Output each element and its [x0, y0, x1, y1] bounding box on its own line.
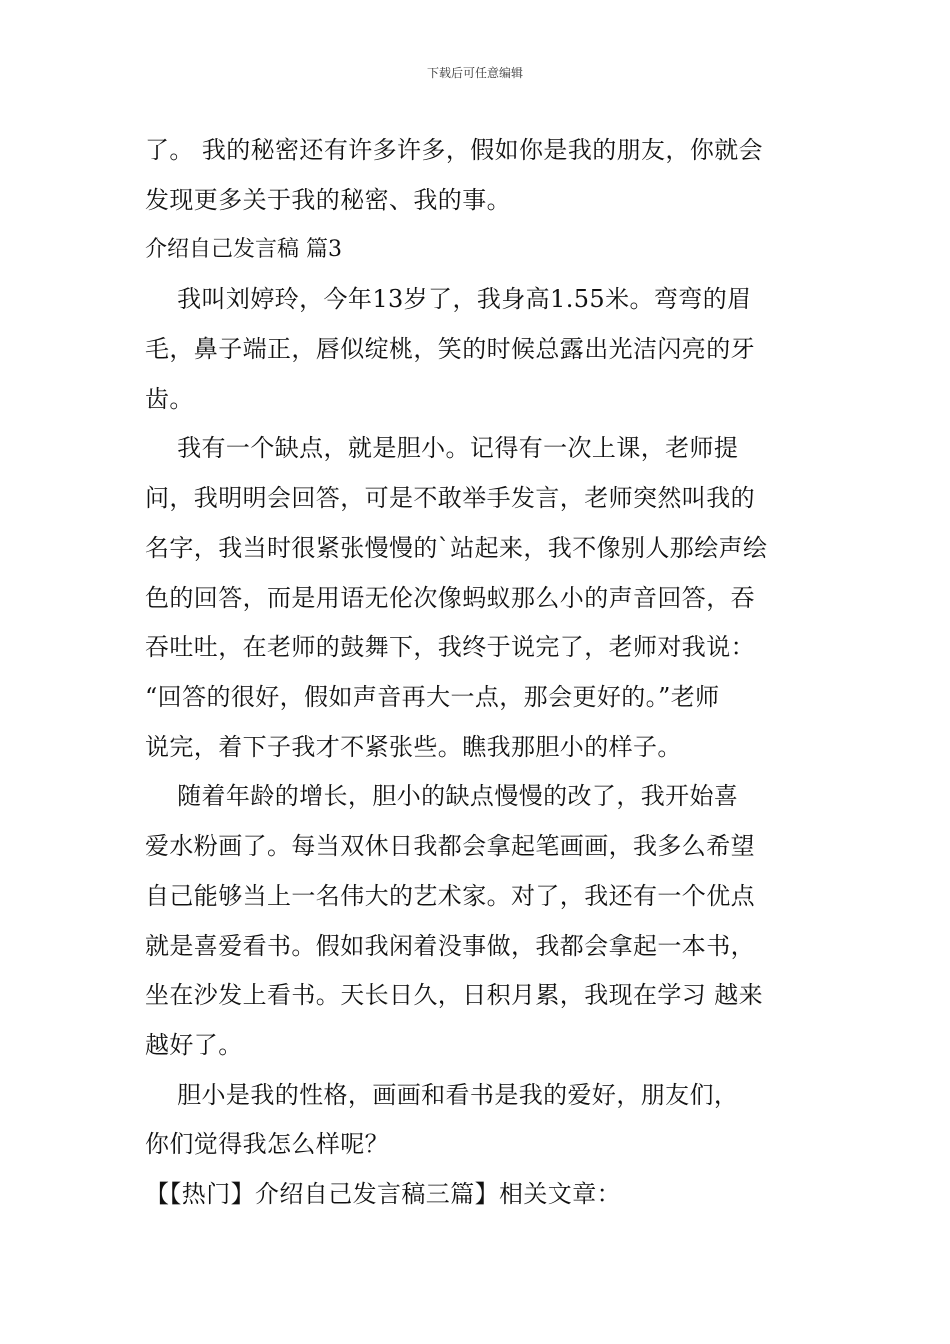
- text-line: 说完，着下子我才不紧张些。瞧我那胆小的样子。: [145, 733, 682, 761]
- section-title: 介绍自己发言稿 篇3: [145, 237, 342, 262]
- related-articles-link[interactable]: 【【热门】介绍自己发言稿三篇】相关文章：: [145, 1180, 621, 1208]
- page-header: 下载后可任意编辑: [426, 66, 523, 80]
- text-line: 胆小是我的性格，画画和看书是我的爱好，朋友们，: [145, 1081, 739, 1109]
- text-line: 就是喜爱看书。假如我闲着没事做，我都会拿起一本书，: [145, 932, 755, 960]
- text-line: 你们觉得我怎么样呢？: [145, 1130, 389, 1158]
- text-line: 自己能够当上一名伟大的艺术家。对了，我还有一个优点: [145, 882, 755, 910]
- text-line: 毛，鼻子端正，唇似绽桃，笑的时候总露出光洁闪亮的牙: [145, 335, 755, 363]
- text-line: 发现更多关于我的秘密、我的事。: [145, 186, 511, 214]
- text-line: 随着年龄的增长，胆小的缺点慢慢的改了，我开始喜: [145, 782, 739, 810]
- text-line: 名字，我当时很紧张慢慢的`站起来，我不像别人那绘声绘: [145, 534, 768, 562]
- text-line: 问，我明明会回答，可是不敢举手发言，老师突然叫我的: [145, 484, 755, 512]
- text-line: 爱水粉画了。每当双休日我都会拿起笔画画，我多么希望: [145, 832, 755, 860]
- text-line: 我叫刘婷玲，今年13岁了，我身高1.55米。弯弯的眉: [145, 285, 752, 313]
- text-line: 了。 我的秘密还有许多许多，假如你是我的朋友，你就会: [145, 136, 764, 164]
- text-line: 吞吐吐，在老师的鼓舞下，我终于说完了，老师对我说：: [145, 633, 755, 661]
- text-line: “回答的很好，假如声音再大一点，那会更好的。”老师: [145, 683, 720, 711]
- text-line: 越好了。: [145, 1031, 243, 1059]
- text-line: 色的回答，而是用语无伦次像蚂蚁那么小的声音回答，吞: [145, 584, 755, 612]
- text-line: 我有一个缺点，就是胆小。记得有一次上课，老师提: [145, 434, 739, 462]
- text-line: 齿。: [145, 385, 194, 413]
- text-line: 坐在沙发上看书。天长日久，日积月累，我现在学习 越来: [145, 981, 764, 1009]
